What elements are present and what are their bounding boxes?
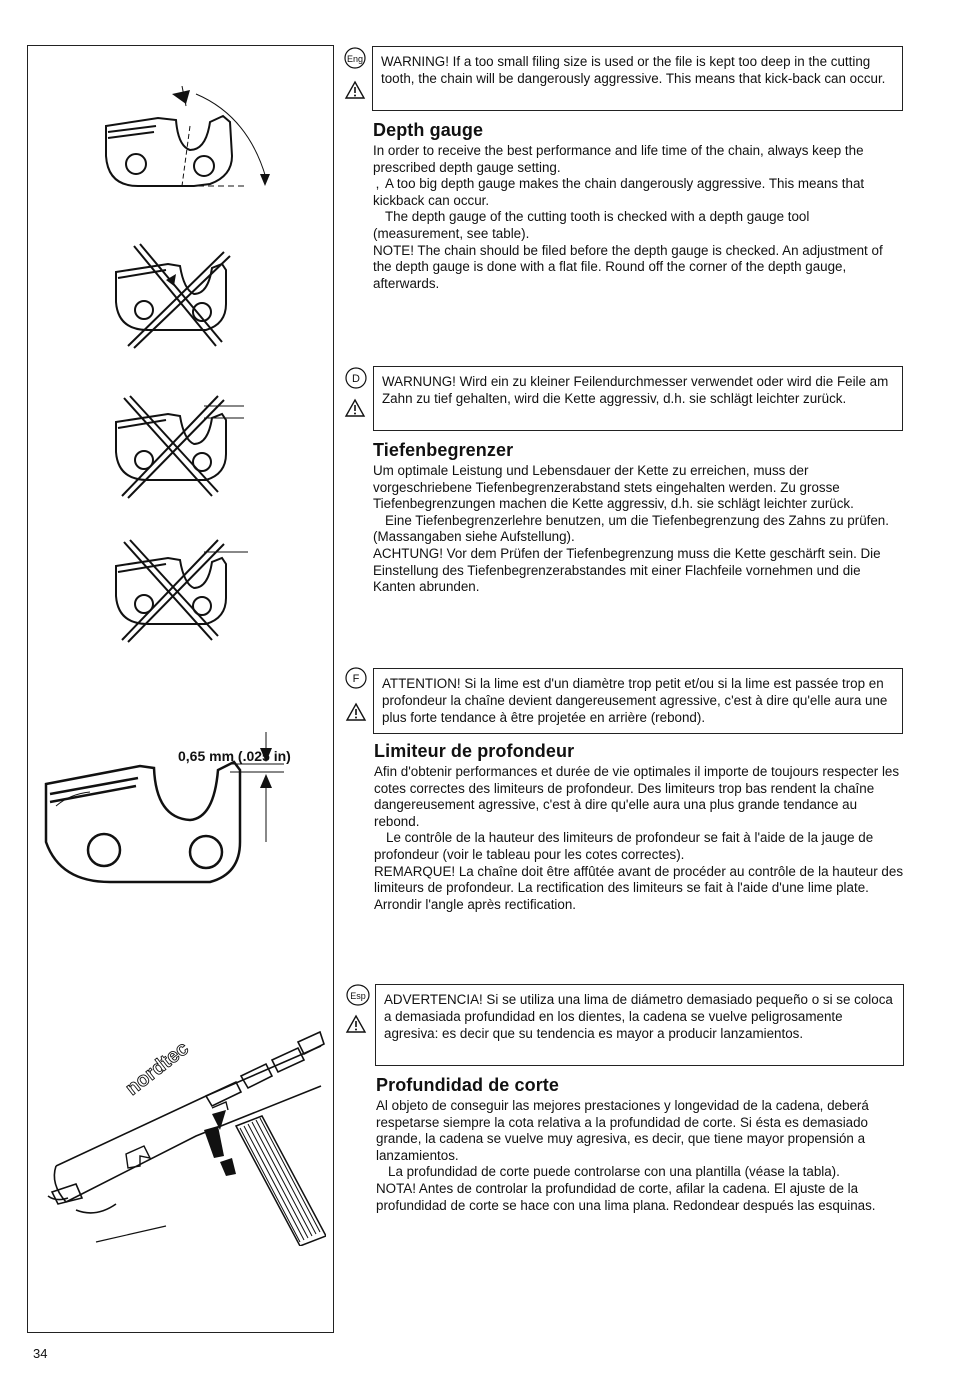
- figure-depth-gauge-tool: [36, 1006, 326, 1246]
- section-title-depth-gauge: Depth gauge: [373, 120, 484, 140]
- paragraph: REMARQUE! La chaîne doit être affûtée avant de procéder au contrôle de la hauteur des limiteurs de profondeur. La rectification des limiteurs se fait à l'aide d'une lime plate. Arrondir l'angle après rectification.: [374, 863, 904, 912]
- figure-tooth-wrong-1: [108, 242, 238, 352]
- paragraph: ACHTUNG! Vor dem Prüfen der Tiefenbegrenzung muss die Kette geschärft sein. Die Einstellung des Tiefenbegrenzerabstandes mit einer Flachfeile vornehmen und die Kanten abrunden.: [373, 545, 881, 595]
- warning-triangle-icon: [344, 80, 366, 100]
- watermark-text: nordtec: [121, 1037, 193, 1100]
- figure-caption: 0,65 mm (.025 in): [178, 748, 291, 764]
- section-body-english: [373, 143, 903, 292]
- paragraph: La profundidad de corte puede controlarse con una plantilla (véase la tabla).: [388, 1164, 840, 1180]
- warning-triangle-icon: [345, 1014, 367, 1034]
- section-body-spanish: [376, 1098, 904, 1214]
- illustration-panel: [27, 45, 334, 1333]
- svg-text:D: D: [352, 373, 360, 385]
- section-body-german: [373, 463, 903, 596]
- language-icon-spanish: [346, 984, 368, 1006]
- figure-tooth-wrong-2: [108, 392, 248, 502]
- figure-tooth-correct: [98, 86, 288, 206]
- warning-text: WARNING! If a too small filing size is used or the file is kept too deep in the cutting tooth, the chain will be dangerously aggressive. This means that kick-back can occur.: [381, 54, 886, 86]
- section-body-french: [374, 764, 904, 913]
- paragraph: Afin d'obtenir performances et durée de vie optimales il importe de toujours respecter les cotes correctes des limiteurs de profondeur. Des limiteurs trop bas rendent la chaîne dangereusement agressive, c'est à dire qu'elle aura una plus grande tendance au rebond.: [374, 764, 900, 829]
- warning-box-german: [373, 366, 903, 431]
- paragraph: ‚ A too big depth gauge makes the chain dangerously aggressive. This means that kickback can occur.: [373, 176, 903, 209]
- paragraph: NOTA! Antes de controlar la profundidad de corte, afilar la cadena. El ajuste de la profundidad de corte se hace con una lima plana. Redondear después las esquinas.: [376, 1180, 876, 1213]
- warning-triangle-icon: [344, 398, 366, 418]
- svg-text:Esp: Esp: [350, 991, 366, 1001]
- warning-box-english: [372, 46, 903, 111]
- section-title-profundidad: Profundidad de corte: [376, 1075, 560, 1095]
- paragraph: The depth gauge of the cutting tooth is checked with a depth gauge tool (measurement, see table).: [373, 209, 810, 241]
- svg-text:F: F: [352, 673, 360, 685]
- language-icon-german: [345, 367, 367, 389]
- paragraph: In order to receive the best performance and life time of the chain, always keep the prescribed depth gauge setting.: [373, 143, 864, 175]
- bullet-mark: ‚: [376, 176, 379, 192]
- paragraph: NOTE! The chain should be filed before the depth gauge is checked. An adjustment of the depth gauge is done with a flat file. Round off the corner of the depth gauge, afterwards.: [373, 242, 883, 291]
- paragraph: Al objeto de conseguir las mejores prestaciones y longevidad de la cadena, deberá respetarse siempre la cota relativa a la profundidad de corte. Si ésta es demasiado grande, la cadena se vuelve muy agresiva, es decir, que tiene mayor propensión a lanzamientos.: [376, 1098, 869, 1163]
- warning-text: ATTENTION! Si la lime est d'un diamètre trop petit et/ou si la lime est passée trop en profondeur la chaîne devient dangereusement agressive, c'est à dire qu'elle aura une plus forte tendance à être projetée en arrière (rebond).: [382, 676, 888, 725]
- language-icon-english: [344, 47, 366, 69]
- page-number: 34: [33, 1346, 48, 1361]
- svg-text:Eng: Eng: [346, 54, 364, 64]
- language-icon-french: [345, 667, 367, 689]
- paragraph: Le contrôle de la hauteur des limiteurs de profondeur se fait à l'aide de la jauge de profondeur (voir le tableau pour les cotes correctes).: [374, 830, 874, 862]
- section-title-limiteur: Limiteur de profondeur: [374, 741, 575, 761]
- warning-box-french: [373, 668, 903, 734]
- figure-tooth-wrong-3: [108, 536, 248, 646]
- paragraph: Eine Tiefenbegrenzerlehre benutzen, um die Tiefenbegrenzung des Zahns zu prüfen. (Massangaben siehe Aufstellung).: [373, 512, 889, 545]
- section-title-tiefenbegrenzer: Tiefenbegrenzer: [373, 440, 514, 460]
- warning-triangle-icon: [345, 702, 367, 722]
- paragraph: Um optimale Leistung und Lebensdauer der Kette zu erreichen, muss der vorgeschriebene Tiefenbegrenzerabstand stets eingehalten werden. Zu grosse Tiefenbegrenzungen machen die Kette aggressiv, d.h. sie schlägt leichter zurück.: [373, 463, 854, 512]
- warning-text: WARNUNG! Wird ein zu kleiner Feilendurchmesser verwendet oder wird die Feile am Zahn zu tief gehalten, wird die Kette aggressiv, d.h. sie schlägt leichter zurück.: [382, 374, 889, 406]
- warning-text: ADVERTENCIA! Si se utiliza una lima de diámetro demasiado pequeño o si se coloca a demasiada profundidad en los dientes, la cadena se vuelve peligrosamente agresiva: es decir que su tendencia es mayor a producir lanzamientos.: [384, 992, 893, 1041]
- warning-box-spanish: [375, 984, 904, 1066]
